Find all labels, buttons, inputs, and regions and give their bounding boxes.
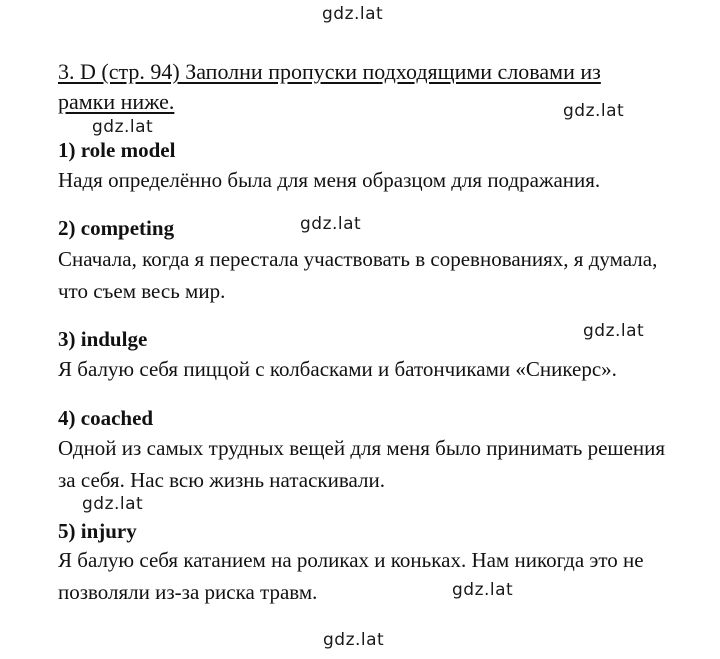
- watermark-middle-1: gdz.lat: [300, 214, 362, 234]
- item-title-4: 4) coached: [58, 406, 154, 430]
- watermark-right-2: gdz.lat: [583, 321, 645, 341]
- item-text-2: Сначала, когда я перестала участвовать в соревнованиях, я думала, что съем весь мир.: [58, 247, 658, 303]
- item-text-5: Я балую себя катанием на роликах и коньках. Нам никогда это не позволяли из-за риска травм.: [58, 548, 644, 604]
- watermark-right-1: gdz.lat: [563, 101, 625, 121]
- item-title-1: 1) role model: [58, 138, 176, 162]
- watermark-bottom: gdz.lat: [323, 630, 385, 650]
- watermark-left-2: gdz.lat: [82, 494, 144, 514]
- item-text-3: Я балую себя пиццой с колбасками и батончиками «Сникерс».: [58, 357, 617, 381]
- watermark-middle-2: gdz.lat: [452, 580, 514, 600]
- watermark-top: gdz.lat: [322, 4, 384, 24]
- item-title-2: 2) competing: [58, 216, 175, 240]
- item-title-3: 3) indulge: [58, 327, 148, 351]
- exercise-heading: 3. D (стр. 94) Заполни пропуски подходящими словами из рамки ниже.: [58, 59, 601, 114]
- item-text-1: Надя определённо была для меня образцом для подражания.: [58, 168, 601, 192]
- watermark-left-1: gdz.lat: [92, 117, 154, 137]
- item-text-4: Одной из самых трудных вещей для меня было принимать решения за себя. Нас всю жизнь натаскивали.: [58, 436, 666, 492]
- item-title-5: 5) injury: [58, 519, 137, 543]
